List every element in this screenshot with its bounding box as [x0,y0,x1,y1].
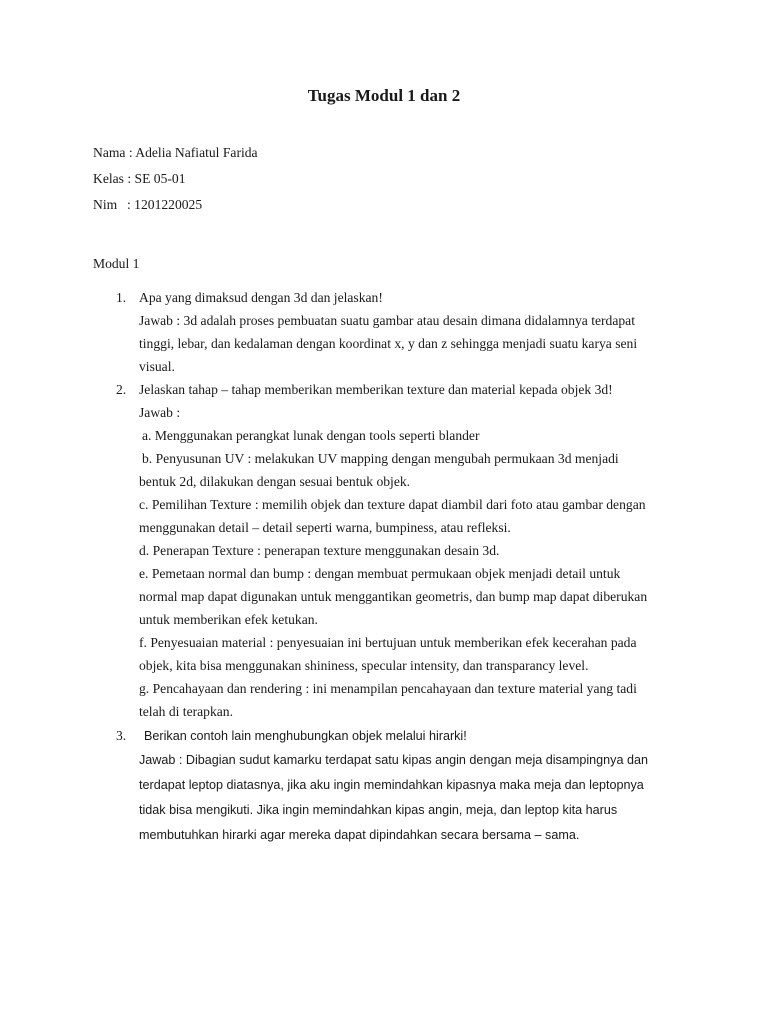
q1-answer-line: Jawab : 3d adalah proses pembuatan suatu gambar atau desain dimana didalamnya terdapat [139,313,635,328]
nama-line: Nama : Adelia Nafiatul Farida [93,145,258,160]
q2-question: Jelaskan tahap – tahap memberikan memberikan texture dan material kepada objek 3d! [139,382,613,397]
q1-number: 1. [116,290,127,305]
q3-answer-line: membutuhkan hirarki agar mereka dapat dipindahkan secara bersama – sama. [139,828,580,842]
section-heading: Modul 1 [93,256,140,271]
nim-line [93,197,202,213]
nim-value: : 1201220025 [127,197,203,212]
kelas-line: Kelas : SE 05-01 [93,171,186,186]
q2-item-a: a. Menggunakan perangkat lunak dengan tools seperti blander [142,428,480,443]
q2-item-c: c. Pemilihan Texture : memilih objek dan texture dapat diambil dari foto atau gambar dengan [139,497,646,512]
q2-item-e: e. Pemetaan normal dan bump : dengan membuat permukaan objek menjadi detail untuk [139,566,621,581]
q2-item-b-cont: bentuk 2d, dilakukan dengan sesuai bentuk objek. [139,474,411,489]
q3-answer-line: Jawab : Dibagian sudut kamarku terdapat satu kipas angin dengan meja disampingnya dan [139,753,648,767]
q2-item-f: f. Penyesuaian material : penyesuaian ini bertujuan untuk memberikan efek kecerahan pada [139,635,637,650]
q2-item-g-cont: telah di terapkan. [139,704,233,719]
q2-item-e-cont: untuk memberikan efek ketukan. [139,612,318,627]
q2-item-f-cont: objek, kita bisa menggunakan shininess, specular intensity, dan transparancy level. [139,658,589,673]
q2-number: 2. [116,382,127,397]
q1-question: Apa yang dimaksud dengan 3d dan jelaskan! [139,290,383,305]
q2-item-b: b. Penyusunan UV : melakukan UV mapping dengan mengubah permukaan 3d menjadi [142,451,619,466]
document-title: Tugas Modul 1 dan 2 [307,86,461,105]
q2-item-g: g. Pencahayaan dan rendering : ini menampilan pencahayaan dan texture material yang tadi [139,681,637,696]
nim-label: Nim [93,197,118,212]
q3-answer-line: terdapat leptop diatasnya, jika aku ingin memindahkan kipasnya maka meja dan leptopnya [139,778,644,792]
q1-answer-line: visual. [139,359,175,374]
q2-item-e-cont: normal map dapat digunakan untuk menggantikan geometris, dan bump map dapat diberukan [139,589,648,604]
q1-answer-line: tinggi, lebar, dan kedalaman dengan koordinat x, y dan z sehingga menjadi suatu karya seni [139,336,638,351]
q3-question: Berikan contoh lain menghubungkan objek melalui hirarki! [144,729,467,743]
q2-item-c-cont: menggunakan detail – detail seperti warna, bumpiness, atau refleksi. [139,520,511,535]
q2-jawab: Jawab : [139,405,181,420]
q3-number: 3. [116,728,127,743]
q3-answer-line: tidak bisa mengikuti. Jika ingin memindahkan kipas angin, meja, dan leptop kita harus [139,803,618,817]
q2-item-d: d. Penerapan Texture : penerapan texture menggunakan desain 3d. [139,543,500,558]
